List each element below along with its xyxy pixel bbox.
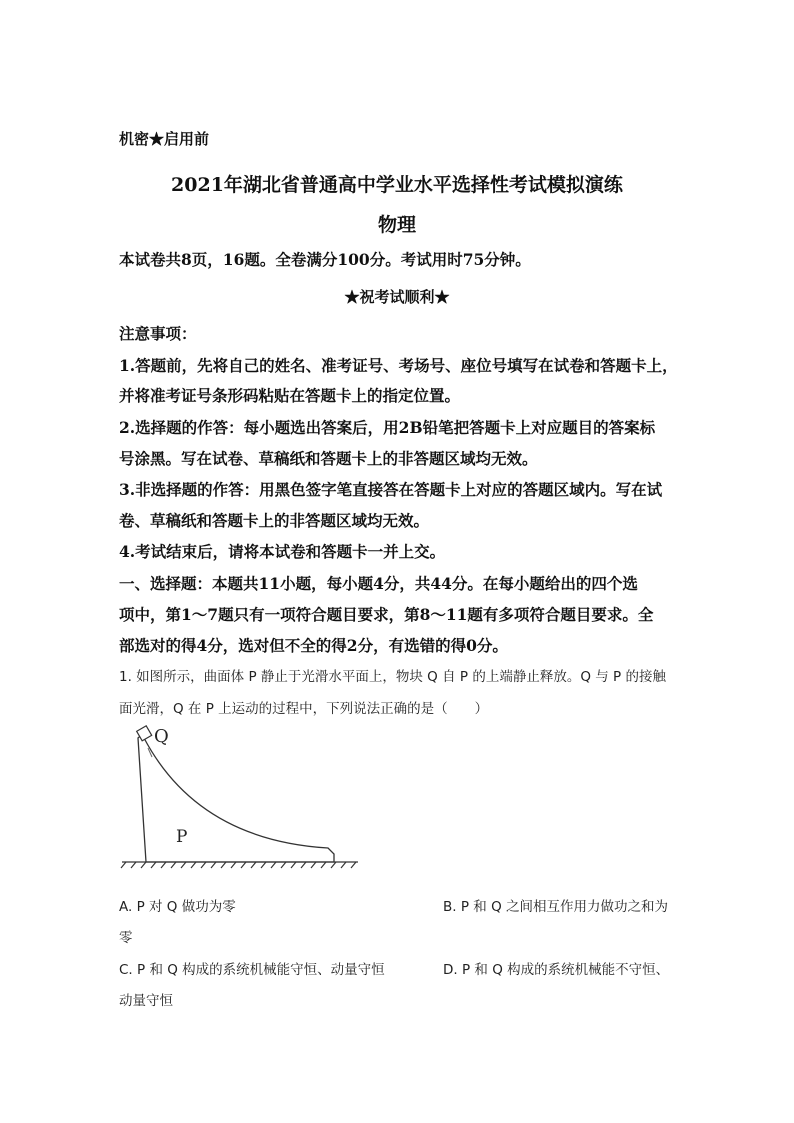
option-a: A. P 对 Q 做功为零 [119,899,236,915]
notes-heading: 注意事项： [119,324,197,343]
question-1-stem: 面光滑，Q 在 P 上运动的过程中，下列说法正确的是（ ） [119,701,489,717]
blessing-line: ★祝考试顺利★ [344,288,450,306]
option-c: C. P 和 Q 构成的系统机械能守恒、动量守恒 [119,962,385,978]
curved-block-figure [118,722,362,872]
option-d: D. P 和 Q 构成的系统机械能不守恒、 [443,962,670,978]
notes-line: 1.答题前，先将自己的姓名、准考证号、考场号、座位号填写在试卷和答题卡上， [119,356,678,375]
section-line: 部选对的得4分，选对但不全的得2分，有选错的得0分。 [119,636,508,655]
curved-body-p [138,736,334,862]
notes-line: 3.非选择题的作答：用黑色签字笔直接答在答题卡上对应的答题区域内。写在试 [119,480,663,499]
notes-line: 2.选择题的作答：每小题选出答案后，用2B铅笔把答题卡上对应题目的答案标 [119,418,656,437]
block-q [137,726,152,741]
notes-line: 4.考试结束后，请将本试卷和答题卡一并上交。 [119,542,446,561]
option-d-continued: 动量守恒 [119,993,173,1009]
notes-line: 卷、草稿纸和答题卡上的非答题区域均无效。 [119,511,430,530]
notes-line: 并将准考证号条形码粘贴在答题卡上的指定位置。 [119,386,461,405]
option-b: B. P 和 Q 之间相互作用力做功之和为 [443,899,668,915]
section-line: 项中，第1～7题只有一项符合题目要求，第8～11题有多项符合题目要求。全 [119,605,654,624]
ground-hatch [121,862,358,868]
section-heading: 一、选择题：本题共11小题，每小题4分，共44分。在每小题给出的四个选 [119,574,638,593]
subject-title: 物理 [377,214,416,236]
label-p: P [176,827,188,847]
option-b-continued: 零 [119,930,133,946]
exam-title: 2021年湖北省普通高中学业水平选择性考试模拟演练 [171,174,623,196]
notes-line: 号涂黑。写在试卷、草稿纸和答题卡上的非答题区域均无效。 [119,449,538,468]
label-q: Q [154,726,169,747]
confidential-label: 机密★启用前 [119,130,210,148]
exam-intro: 本试卷共8页，16题。全卷满分100分。考试用时75分钟。 [119,250,531,269]
question-1-stem: 1. 如图所示，曲面体 P 静止于光滑水平面上，物块 Q 自 P 的上端静止释放。Q 与 P 的接触 [119,669,666,685]
